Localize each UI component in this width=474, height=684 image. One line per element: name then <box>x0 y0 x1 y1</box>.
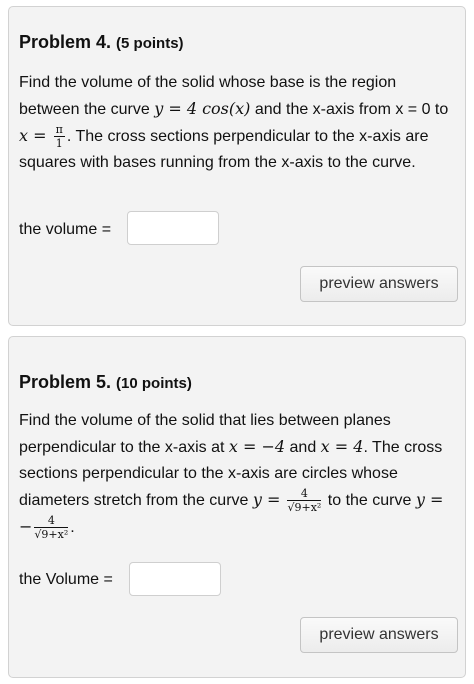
problem-5-points: (10 points) <box>116 375 192 392</box>
fraction-denominator: √9+x² <box>34 528 69 541</box>
problem-5-statement <box>19 408 455 541</box>
statement-text: Find the volume of the solid whose base is the region between the curve <box>19 74 397 118</box>
upper-limit-fraction <box>54 124 65 149</box>
statement-text: . The cross sections perpendicular to the x-axis are squares with bases running from the x-axis to the curve. <box>19 128 429 171</box>
problem-4-points: (5 points) <box>116 35 184 52</box>
answer-label: the volume = <box>19 221 112 238</box>
curve-1-equation <box>252 487 323 514</box>
statement-text: to the curve <box>323 492 416 509</box>
lower-plane: x = −4 <box>228 437 286 456</box>
problem-5-number: Problem 5. <box>19 372 112 392</box>
problem-4-number: Problem 4. <box>19 32 112 52</box>
curve-1-lhs: y = <box>252 490 286 509</box>
fraction-numerator: 4 <box>287 488 321 501</box>
fraction-numerator: 4 <box>34 515 68 528</box>
fraction-denominator: √9+x² <box>287 501 322 514</box>
preview-answers-button[interactable]: preview answers <box>300 617 458 653</box>
problem-5-title <box>19 371 192 395</box>
curve-equation: y = 4 cos(x) <box>154 99 251 118</box>
statement-text: . The cross sections perpendicular to the x-axis are circles whose diameters stretch from the curve <box>19 439 443 509</box>
problem-4-statement <box>19 70 455 176</box>
problem-4-title <box>19 31 184 55</box>
preview-answers-button[interactable]: preview answers <box>300 266 458 302</box>
volume-answer-input[interactable] <box>129 562 221 596</box>
statement-text: . <box>70 519 75 536</box>
problem-4-card <box>8 6 466 326</box>
statement-text: and the x-axis from x = 0 to <box>250 101 449 118</box>
upper-limit <box>19 123 67 150</box>
curve-2-lhs: y = − <box>19 490 444 536</box>
upper-limit-lhs: x = <box>19 126 52 145</box>
curve-1-fraction <box>287 488 321 513</box>
fraction-numerator: π <box>55 123 63 136</box>
statement-text: and <box>285 439 321 456</box>
fraction-denominator: 1 <box>55 137 63 150</box>
curve-2-fraction <box>34 515 68 540</box>
volume-answer-input[interactable] <box>127 211 219 245</box>
problem-5-card <box>8 336 466 678</box>
upper-plane: x = 4 <box>320 437 364 456</box>
answer-label: the Volume = <box>19 571 113 588</box>
statement-text: Find the volume of the solid that lies between planes perpendicular to the x-axis at <box>19 412 391 456</box>
